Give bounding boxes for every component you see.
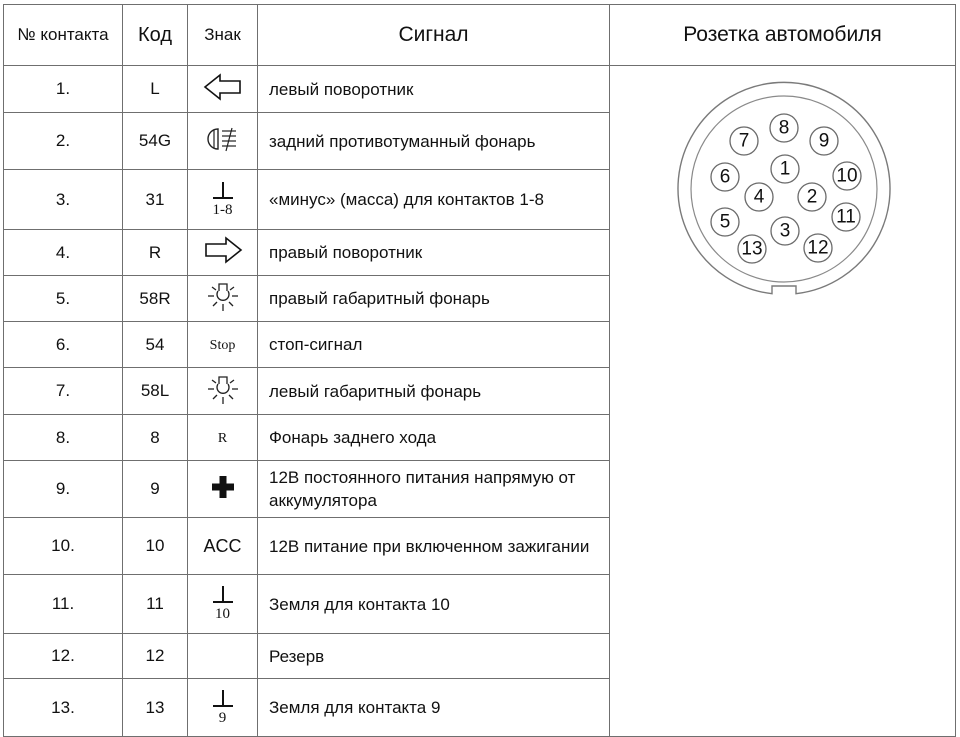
contact-code: L bbox=[123, 66, 188, 113]
fog-light-icon bbox=[205, 125, 241, 153]
stop-sign-label: Stop bbox=[209, 337, 236, 353]
contact-number: 2. bbox=[4, 113, 123, 170]
pin-number: 6 bbox=[719, 166, 731, 188]
socket-pin bbox=[771, 217, 799, 245]
contact-code: 9 bbox=[123, 461, 188, 518]
signal-description: Земля для контакта 10 bbox=[258, 575, 610, 634]
signal-description: Земля для контакта 9 bbox=[258, 679, 610, 737]
contact-number: 4. bbox=[4, 230, 123, 276]
parking-light-icon bbox=[205, 372, 241, 406]
socket-pin bbox=[804, 234, 832, 262]
sign-cell bbox=[188, 368, 258, 415]
signal-description: Резерв bbox=[258, 634, 610, 679]
contact-code: 8 bbox=[123, 415, 188, 461]
ground-contacts-label: 1-8 bbox=[212, 201, 233, 218]
pin-number: 5 bbox=[719, 211, 731, 233]
sign-cell bbox=[188, 113, 258, 170]
pin-number: 9 bbox=[818, 130, 830, 152]
sign-cell bbox=[188, 170, 258, 230]
socket-pin bbox=[832, 203, 860, 231]
signal-description: левый габаритный фонарь bbox=[258, 368, 610, 415]
ground-symbol bbox=[212, 586, 234, 622]
car-socket-cell bbox=[610, 66, 956, 737]
contact-number: 11. bbox=[4, 575, 123, 634]
pin-number: 12 bbox=[807, 237, 829, 259]
contact-number: 7. bbox=[4, 368, 123, 415]
acc-sign-label: ACC bbox=[203, 535, 242, 556]
signal-description: правый поворотник bbox=[258, 230, 610, 276]
contact-code: 13 bbox=[123, 679, 188, 737]
contact-code: 11 bbox=[123, 575, 188, 634]
signal-description: Фонарь заднего хода bbox=[258, 415, 610, 461]
socket-pin bbox=[745, 183, 773, 211]
socket-pin bbox=[798, 183, 826, 211]
ground-icon bbox=[212, 182, 234, 200]
table-row bbox=[4, 66, 956, 113]
contact-code: 54G bbox=[123, 113, 188, 170]
ground-icon bbox=[212, 690, 234, 708]
pin-number: 3 bbox=[779, 220, 791, 242]
contact-number: 9. bbox=[4, 461, 123, 518]
signal-description: левый поворотник bbox=[258, 66, 610, 113]
header-sign: Знак bbox=[188, 5, 258, 66]
plus-icon bbox=[211, 475, 235, 499]
sign-cell bbox=[188, 322, 258, 368]
sign-cell bbox=[188, 679, 258, 737]
pin-number: 2 bbox=[806, 186, 818, 208]
pin-number: 10 bbox=[836, 165, 858, 187]
signal-description: 12В постоянного питания напрямую от аккумулятора bbox=[258, 461, 610, 518]
contact-number: 13. bbox=[4, 679, 123, 737]
pin-number: 7 bbox=[738, 130, 750, 152]
contact-code: 58R bbox=[123, 276, 188, 322]
socket-pin bbox=[730, 127, 758, 155]
ground-symbol bbox=[212, 182, 234, 218]
socket-pin bbox=[770, 114, 798, 142]
contact-number: 12. bbox=[4, 634, 123, 679]
pin-number: 8 bbox=[778, 117, 790, 139]
signal-description: правый габаритный фонарь bbox=[258, 276, 610, 322]
contact-number: 10. bbox=[4, 518, 123, 575]
ground-contacts-label: 10 bbox=[215, 606, 230, 622]
contact-number: 3. bbox=[4, 170, 123, 230]
signal-description: задний противотуманный фонарь bbox=[258, 113, 610, 170]
pin-number: 13 bbox=[741, 238, 763, 260]
contact-code: 58L bbox=[123, 368, 188, 415]
header-contact-number: № контакта bbox=[4, 5, 123, 66]
contact-number: 1. bbox=[4, 66, 123, 113]
socket-pin bbox=[833, 162, 861, 190]
socket-pin bbox=[711, 208, 739, 236]
ground-contacts-label: 9 bbox=[218, 709, 227, 726]
sign-cell bbox=[188, 634, 258, 679]
sign-cell bbox=[188, 518, 258, 575]
socket-pin bbox=[711, 163, 739, 191]
pin-number: 4 bbox=[753, 186, 765, 208]
left-arrow-icon bbox=[203, 73, 243, 101]
sign-cell bbox=[188, 230, 258, 276]
signal-description: стоп-сигнал bbox=[258, 322, 610, 368]
contact-number: 8. bbox=[4, 415, 123, 461]
header-signal: Сигнал bbox=[258, 5, 610, 66]
right-arrow-icon bbox=[203, 236, 243, 264]
header-car-socket: Розетка автомобиля bbox=[610, 5, 956, 66]
socket-pin bbox=[738, 235, 766, 263]
socket-pin bbox=[810, 127, 838, 155]
contact-number: 6. bbox=[4, 322, 123, 368]
contact-code: 54 bbox=[123, 322, 188, 368]
contact-code: R bbox=[123, 230, 188, 276]
reverse-sign-label: R bbox=[217, 430, 228, 446]
socket-pin bbox=[771, 155, 799, 183]
sign-cell bbox=[188, 415, 258, 461]
pinout-table bbox=[3, 4, 956, 737]
ground-icon bbox=[212, 586, 234, 604]
contact-code: 12 bbox=[123, 634, 188, 679]
header-row bbox=[4, 5, 956, 66]
ground-symbol bbox=[212, 690, 234, 726]
sign-cell bbox=[188, 66, 258, 113]
sign-cell bbox=[188, 461, 258, 518]
car-socket-diagram bbox=[674, 70, 894, 305]
header-code: Код bbox=[123, 5, 188, 66]
contact-number: 5. bbox=[4, 276, 123, 322]
signal-description: 12В питание при включенном зажигании bbox=[258, 518, 610, 575]
sign-cell bbox=[188, 276, 258, 322]
pin-number: 1 bbox=[779, 158, 791, 180]
parking-light-icon bbox=[205, 279, 241, 313]
contact-code: 10 bbox=[123, 518, 188, 575]
signal-description: «минус» (масса) для контактов 1-8 bbox=[258, 170, 610, 230]
sign-cell bbox=[188, 575, 258, 634]
contact-code: 31 bbox=[123, 170, 188, 230]
pin-number: 11 bbox=[836, 206, 856, 228]
